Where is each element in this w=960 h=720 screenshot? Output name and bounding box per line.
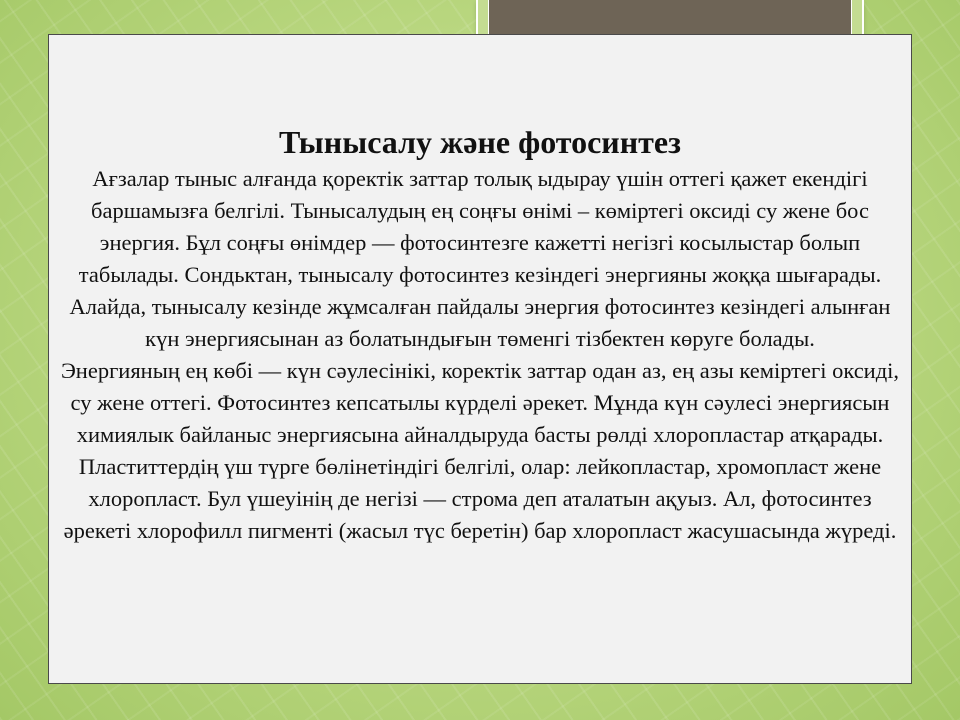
- slide-body: [59, 163, 901, 547]
- body-paragraph-2: Энергияның ең көбі — күн сәулесінікі, коректік заттар одан аз, ең азы кеміртегі оксиді, су жене оттегі. Фотосинтез кепсатылы күрделі әрекет. Мұнда күн сәулесі энергиясын химиялык байланыс энергиясына айналдыруда басты рөлді хлоропластар атқарады. Пластиттердің үш түрге бөлінетіндігі белгілі, олар: лейкопластар, хромопласт жене хлоропласт. Бул үшеуінің де негізі — строма деп аталатын ақуыз. Ал, фотосинтез әрекеті хлорофилл пигменті (жасыл түс беретін) бар хлоропласт жасушасында жүреді.: [60, 358, 900, 543]
- content-card: [48, 34, 912, 684]
- body-paragraph-1: Ағзалар тыныс алғанда қоректік заттар толық ыдырау үшін оттегі қажет екендігі баршамызға белгілі. Тынысалудың ең соңғы өнімі – көміртегі оксиді су жене бос энергия. Бұл соңғы өнімдер — фотосинтезге кажетті негізгі косылыстар болып табылады. Сондьктан, тынысалу фотосинтез кезіндегі энергияны жоққа шығарады. Алайда, тынысалу кезінде жұмсалған пайдалы энергия фотосинтез кезіндегі алынған күн энергиясынан аз болатындығын төменгі тізбектен көруге болады.: [69, 166, 891, 351]
- slide-title: Тынысалу және фотосинтез: [279, 124, 681, 160]
